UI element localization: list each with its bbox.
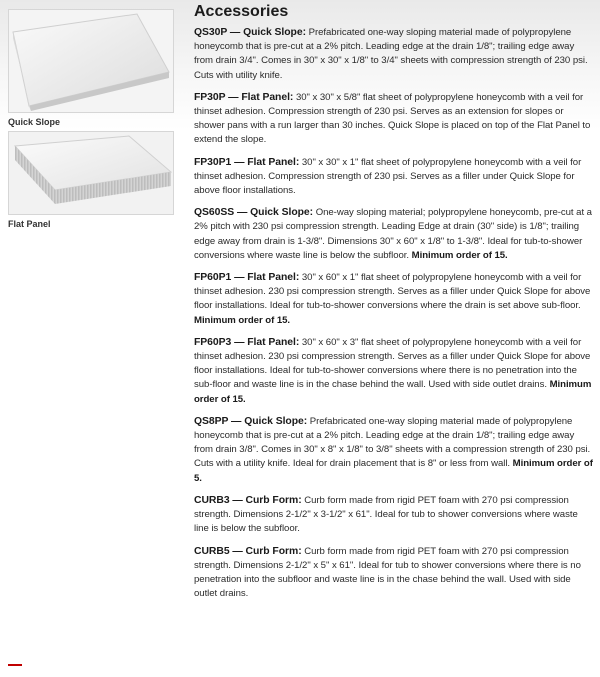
accessory-entry <box>194 494 594 537</box>
quick-slope-photo <box>8 9 174 113</box>
accessory-entry <box>194 271 594 328</box>
accessory-description: 30" x 30" x 5/8" flat sheet of polypropylene honeycomb with a veil for thinset adhesion. Compression strength of 230 psi. Serves as an extension for slopes or shower pans with a run larger than 30 inches. Quick Slope is placed on top of the Flat Panel to extend the slope. <box>194 91 591 146</box>
accessory-heading: FP30P1 — Flat Panel: <box>194 156 300 168</box>
accessory-entry <box>194 415 594 486</box>
accessory-entry <box>194 26 594 83</box>
flat-panel-illustration <box>9 132 173 214</box>
accessory-heading: QS8PP — Quick Slope: <box>194 415 308 427</box>
accessory-description: Prefabricated one-way sloping material made of polypropylene honeycomb that is pre-cut at a 2% pitch. Leading edge at the drain 1/8"; trailing edge away from drain 3/4". Comes in 30" x 30" x 1/8" to 3/4" sheets with compression strength of 230 psi. Cuts with utility knife. <box>194 27 588 81</box>
accessory-description: Curb form made from rigid PET foam with 270 psi compression strength. Dimensions 2-1/2" x 3-1/2" x 61". Ideal for tub to shower conversions where waste line is below the subfloor. <box>194 494 578 535</box>
product-images-column <box>0 0 185 677</box>
accessory-description: Curb form made from rigid PET foam with 270 psi compression strength. Dimensions 2-1/2" x 5" x 61". Ideal for tub to shower conversions where there is no penetration into the subfloor and waste line is in the chase behind the wall. Used with side outlet drains. <box>194 545 581 600</box>
accessory-heading: CURB5 — Curb Form: <box>194 545 302 557</box>
quick-slope-caption: Quick Slope <box>8 117 61 127</box>
accessory-heading: QS60SS — Quick Slope: <box>194 207 314 219</box>
accessory-heading: CURB3 — Curb Form: <box>194 494 302 506</box>
section-title: Accessories <box>194 3 289 20</box>
accessory-entry <box>194 336 594 407</box>
flat-panel-photo <box>8 131 174 215</box>
accessory-entry <box>194 91 594 148</box>
accessory-description: 30" x 30" x 1" flat sheet of polypropylene honeycomb with a veil for thinset adhesion. Compression strength of 230 psi. Serves as a filler under Quick Slope for above floor installations. <box>194 156 582 197</box>
accessory-heading: FP30P — Flat Panel: <box>194 91 294 103</box>
accessory-description: One-way sloping material; polypropylene honeycomb, pre-cut at a 2% pitch with 230 psi compression strength. Leading Edge at drain (30" side) is 1/8"; trailing edge away from drain is 1-3/8". Dimensions 30" x 60" x 1/8" to 1-3/8". Ideal for tub-to-shower conversions where waste line is below the subfloor. <box>194 207 592 261</box>
accessories-content <box>194 3 594 609</box>
red-accent-mark <box>8 664 22 666</box>
accessory-description: 30" x 60" x 3" flat sheet of polypropylene honeycomb with a veil for thinset adhesion. 230 psi compression strength. Serves as a filler under Quick Slope for above floor installations. Ideal for tub-to-shower conversions where there is no penetration into the sub-floor and waste line is in the chase behind the wall. Used with side outlet drains. <box>194 336 591 391</box>
accessory-description: 30" x 60" x 1" flat sheet of polypropylene honeycomb with a veil for thinset adhesion. 230 psi compression strength. Serves as a filler under Quick Slope for above floor installations. Ideal for tub-to-shower conversions where the drain is set above sub-floor. <box>194 272 591 312</box>
accessory-description: Prefabricated one-way sloping material made of polypropylene honeycomb that is pre-cut at a 2% pitch. Leading edge at the drain 1/8"; trailing edge away from drain 3/8". Comes in 30" x 8" x 1/8" to 3/8" sheets with a compression strength of 230 psi. Cuts with a utility knife. Ideal for drain placement that is 8" or less from wall. <box>194 415 591 470</box>
flat-panel-caption: Flat Panel <box>8 219 51 229</box>
accessory-heading: FP60P3 — Flat Panel: <box>194 336 300 348</box>
minimum-order: Minimum order of 15. <box>194 314 291 326</box>
accessory-entry <box>194 156 594 199</box>
quick-slope-illustration <box>9 10 173 112</box>
accessory-entry <box>194 545 594 602</box>
accessory-heading: QS30P — Quick Slope: <box>194 27 306 38</box>
minimum-order: Minimum order of 15. <box>411 249 508 261</box>
minimum-order: Minimum order of 5. <box>194 458 593 484</box>
minimum-order: Minimum order of 15. <box>194 379 592 405</box>
accessory-list <box>194 26 594 601</box>
accessory-heading: FP60P1 — Flat Panel: <box>194 272 300 284</box>
accessory-entry <box>194 206 594 263</box>
